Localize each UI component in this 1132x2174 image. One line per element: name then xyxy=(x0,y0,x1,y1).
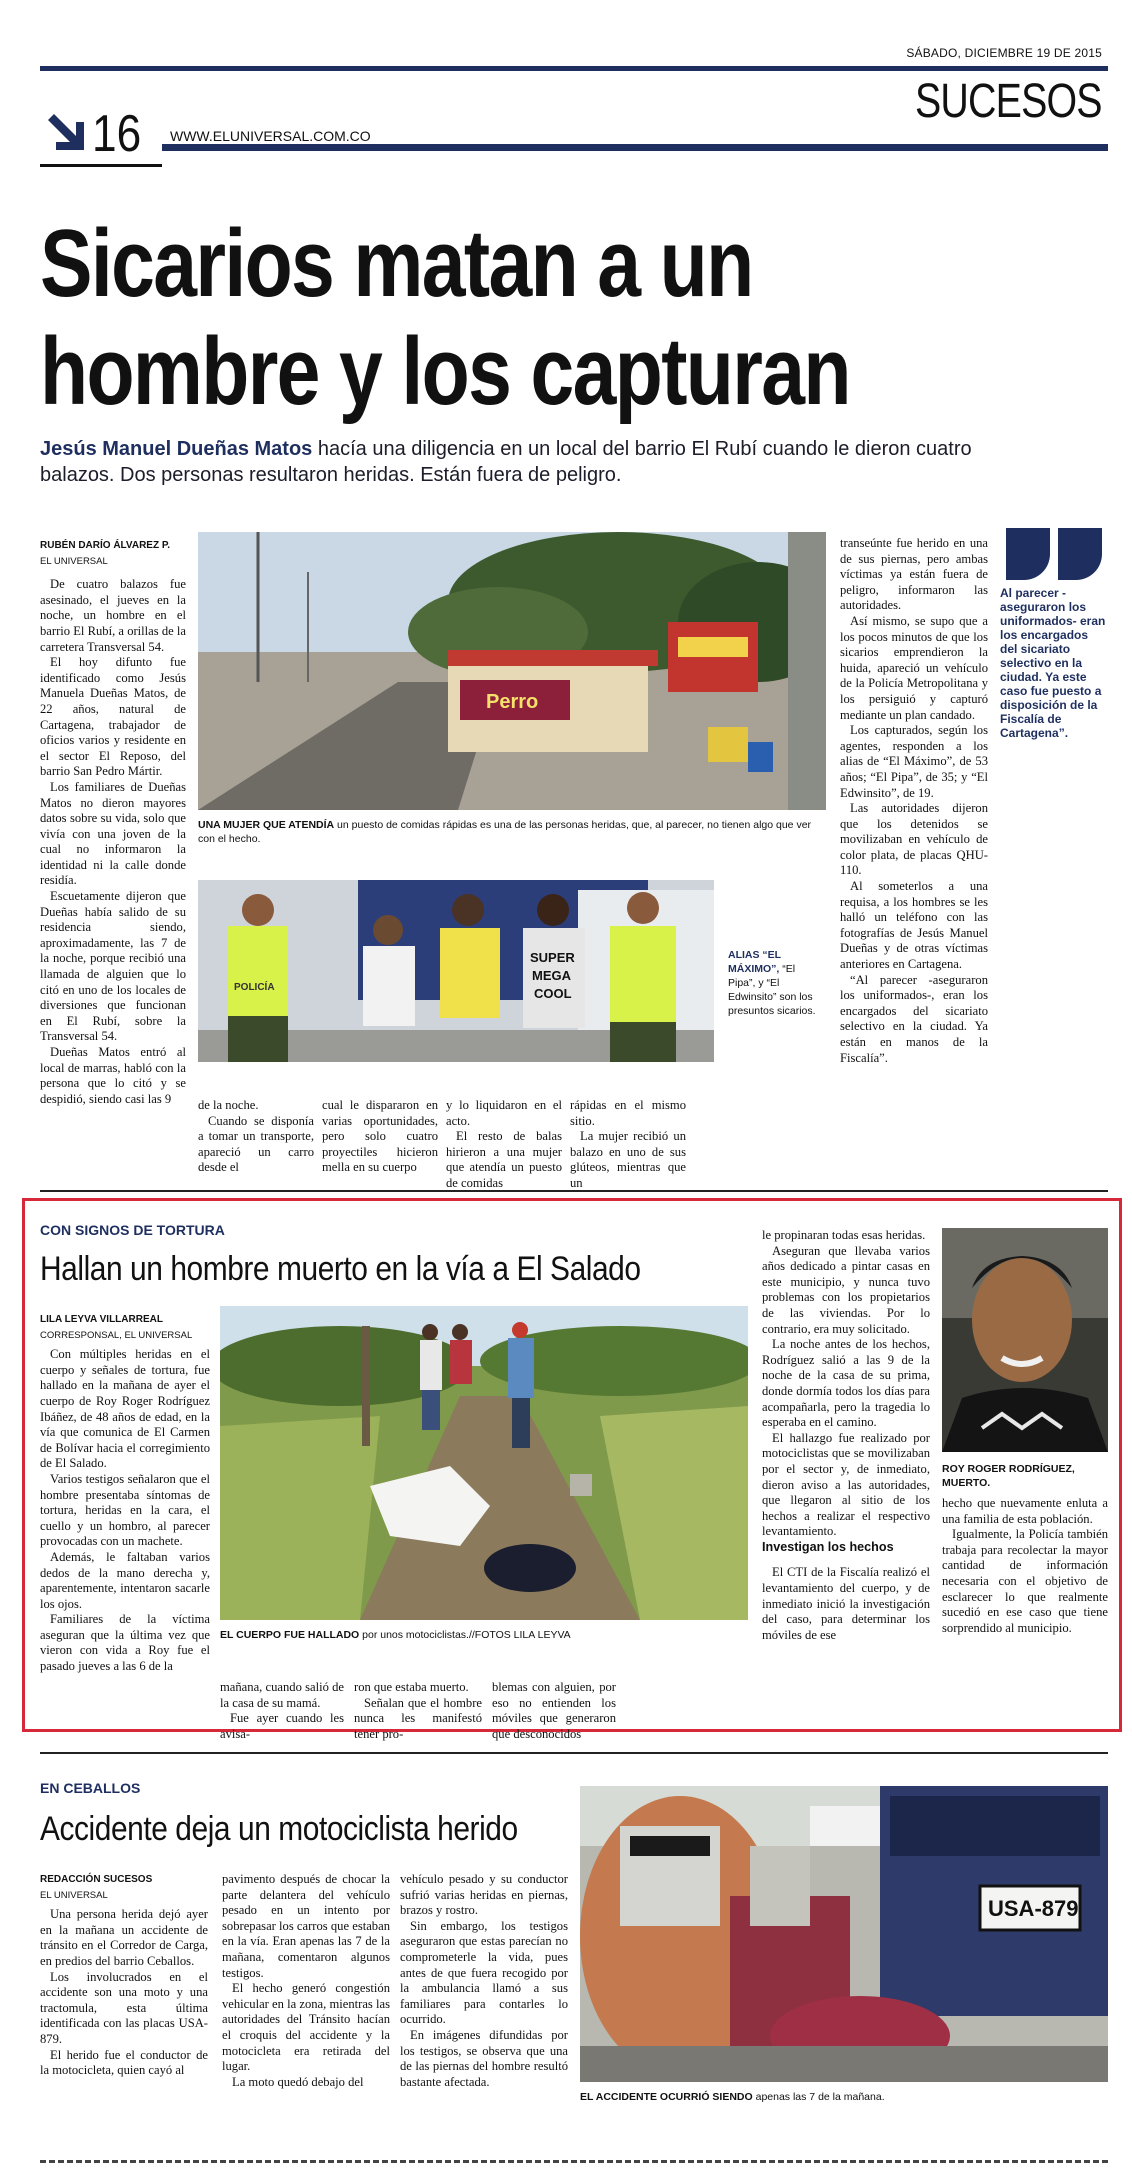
paragraph: Las autoridades dijeron que los detenidos se movilizaban en vehículo de color plata, de placas QHU-110. xyxy=(840,801,988,878)
paragraph: Igualmente, la Policía también trabaja para recolectar la mayor cantidad de información necesaria con el objetivo de esclarecer lo que realmente sucedió en ese caso que tiene sorprendido al municipio. xyxy=(942,1527,1108,1635)
page-number-box xyxy=(40,106,162,166)
page-number: 16 xyxy=(92,105,142,163)
section-divider xyxy=(40,1190,1108,1192)
paragraph: Los involucrados en el accidente son una moto y una tractomula, esta última identificada con las placas USA-879. xyxy=(40,1969,208,2046)
story2-subhead: Investigan los hechos xyxy=(762,1539,894,1554)
caption-text: por unos motociclistas.//FOTOS LILA LEYVA xyxy=(359,1629,571,1641)
story3-byline-org: EL UNIVERSAL xyxy=(40,1889,108,1901)
header-blue-rule xyxy=(162,144,1108,151)
paragraph: Fue ayer cuando les avisa- xyxy=(220,1711,344,1741)
paragraph: mañana, cuando salió de la casa de su mamá. xyxy=(220,1680,344,1710)
paragraph: Cuando se disponía a tomar un transporte, apareció un carro desde el xyxy=(198,1113,314,1175)
paragraph: El herido fue el conductor de la motocicleta, quien cayó al xyxy=(40,2047,208,2078)
story2-kicker: CON SIGNOS DE TORTURA xyxy=(40,1222,225,1238)
paragraph: Dueñas Matos entró al local de marras, habló con la persona que lo citó y se despidió, siendo casi las 9 xyxy=(40,1045,186,1106)
story2-column-6 xyxy=(942,1496,1108,1636)
paragraph: ron que estaba muerto. xyxy=(354,1680,469,1694)
caption-lead: EL ACCIDENTE OCURRIÓ SIENDO xyxy=(580,2091,753,2103)
section-title: SUCESOS xyxy=(915,75,1102,128)
main-byline-org: EL UNIVERSAL xyxy=(40,555,108,567)
page-bottom-border xyxy=(40,2160,1108,2164)
vest-text: POLICÍA xyxy=(234,982,275,993)
paragraph: El resto de balas hirieron a una mujer que atendía un puesto de comidas xyxy=(446,1129,562,1190)
headline-line-2: hombre y los capturan xyxy=(40,318,850,425)
paragraph: El hecho generó congestión vehicular en la zona, mientras las autoridades del Tránsito hacían el croquis del accidente y la motocicleta era retirada del lugar. xyxy=(222,1981,390,2074)
paragraph: “Al parecer -aseguraron los uniformados-, eran los encargados del sicariato selectivo en la ciudad. Ya están en manos de la Fiscalía”. xyxy=(840,972,988,1065)
arrow-down-right-icon xyxy=(44,110,88,154)
paragraph: y lo liquidaron en el acto. xyxy=(446,1098,562,1128)
street-photo-caption xyxy=(198,818,826,846)
section-divider xyxy=(40,1752,1108,1754)
street-stall-photo xyxy=(198,532,826,810)
shirt-text-1: SUPER xyxy=(530,950,575,965)
main-headline xyxy=(40,210,860,426)
caption-text: apenas las 7 de la mañana. xyxy=(752,2091,885,2103)
main-column-6 xyxy=(840,536,988,1066)
paragraph: La noche antes de los hechos, Rodríguez salió a las 9 de la noche de la casa de su prima, donde dormía todos los días para acompañarla, pero la tragedia lo esperaba en el camino. xyxy=(762,1337,930,1430)
paragraph: En imágenes difundidas por los testigos, se observa que una de las piernas del hombre resultó bastante afectada. xyxy=(400,2027,568,2089)
paragraph: vehículo pesado y su conductor sufrió varias heridas en piernas, brazos y rostro. xyxy=(400,1872,568,1918)
stall-sign-text: Perro xyxy=(486,691,539,713)
caption-text: un puesto de comidas rápidas es una de las personas heridas, que, al parecer, no tienen algo que ver con el hecho. xyxy=(198,819,812,845)
caption-text: “El Pipa”, y “El Edwinsito” son los presuntos sicarios. xyxy=(728,963,816,1017)
paragraph: Señalan que el hombre nunca les manifestó tener pro- xyxy=(354,1695,482,1741)
accident-photo xyxy=(580,1786,1108,2082)
story2-column-1 xyxy=(40,1312,210,1675)
portrait-caption: ROY ROGER RODRÍGUEZ, MUERTO. xyxy=(942,1463,1075,1489)
paragraph: le propinaran todas esas heridas. xyxy=(762,1228,926,1242)
story2-column-5 xyxy=(762,1228,930,1643)
page-number-underline xyxy=(40,164,162,167)
shirt-text-2: MEGA xyxy=(532,968,571,983)
paragraph: Los familiares de Dueñas Matos no dieron mayores datos sobre su vida, solo que vivía con una joven de la cual no informaron la identidad ni la calle donde residía. xyxy=(40,779,186,888)
paragraph: Familiares de la víctima aseguran que la última vez que vieron con vida a Roy fue el pasado jueves a las 6 de la xyxy=(40,1612,210,1674)
story3-kicker: EN CEBALLOS xyxy=(40,1780,141,1796)
paragraph: El hoy difunto fue identificado como Jesús Manuela Dueñas Matos, de 22 años, natural de Cartagena, trabajador de oficios varios y residente en el sector El Reposo, del barrio San Pedro Mártir. xyxy=(40,655,186,779)
paragraph: hecho que nuevamente enluta a una familia de esta población. xyxy=(942,1496,1108,1526)
paragraph: blemas con alguien, por eso no entienden los móviles que generaron que desconocidos xyxy=(492,1680,616,1741)
story3-column-3 xyxy=(400,1872,568,2090)
paragraph: Varios testigos señalaron que el hombre presentaba síntomas de tortura, heridas en la cara, el cuello y un hombro, al parecer provocadas con un machete. xyxy=(40,1471,210,1549)
headline-line-1: Sicarios matan a un xyxy=(40,210,753,317)
accident-photo-caption xyxy=(580,2090,1108,2104)
paragraph: Escuetamente dijeron que Dueñas había salido de su residencia siendo, aproximadamente, las 7 de la noche, porque recibió una llamada de alguien que lo citó en uno de los locales de diversiones que funcionan en El Rubí, sobre la Transversal 54. xyxy=(40,889,186,1044)
paragraph: Al someterlos a una requisa, a los hombres se les halló un teléfono con las fotografías de Jesús Manuel Dueñas y de otras víctimas anteriores en Cartagena. xyxy=(840,879,988,972)
caption-lead: EL CUERPO FUE HALLADO xyxy=(220,1629,360,1641)
issue-date: SÁBADO, DICIEMBRE 19 DE 2015 xyxy=(906,46,1102,60)
main-byline: RUBÉN DARÍO ÁLVAREZ P. xyxy=(40,540,171,551)
paragraph: El CTI de la Fiscalía realizó el levantamiento del cuerpo, y de inmediato inició la investigación del caso, para determinar los móviles de ese xyxy=(762,1565,930,1642)
paragraph: pavimento después de chocar la parte delantera del vehículo pesado en un intento por sobrepasar los carros que estaban en la vía. Eran apenas las 7 de la mañana, comentaron algunos testigos. xyxy=(222,1872,390,1980)
paragraph: Los capturados, según los agentes, responden a los alias de “El Máximo”, de 53 años; “El Pipa”, de 35; y “El Edwinsito”, de 19. xyxy=(840,723,988,800)
paragraph: La mujer recibió un balazo en uno de sus glúteos, mientras que un xyxy=(570,1129,686,1190)
road-photo-caption xyxy=(220,1628,748,1642)
main-column-2 xyxy=(198,1098,314,1176)
main-column-3 xyxy=(322,1098,438,1176)
paragraph: de la noche. xyxy=(198,1098,259,1112)
suspects-photo xyxy=(198,880,714,1062)
story2-byline-org: CORRESPONSAL, EL UNIVERSAL xyxy=(40,1329,193,1341)
pull-quote: Al parecer -aseguraron los uniformados- eran los encargados del sicariato selectivo en la ciudad. Ya este caso fue puesto a disposición de la Fiscalía de Cartagena”. xyxy=(1000,586,1106,740)
paragraph: transeúnte fue herido en una de sus piernas, pero ambas víctimas ya están fuera de peligro, informaron las autoridades. xyxy=(840,536,988,613)
caption-lead: UNA MUJER QUE ATENDÍA xyxy=(198,819,335,831)
paragraph: Aseguran que llevaba varios años dedicado a pintar casas en este municipio, y nunca tuvo problemas con los propietarios de las viviendas. Por lo contrario, era muy solicitado. xyxy=(762,1243,930,1336)
paragraph: cual le dispararon en varias oportunidades, pero solo cuatro proyectiles hicieron mella en su cuerpo xyxy=(322,1098,438,1175)
paragraph: El hallazgo fue realizado por motociclistas que se movilizaban por el sector y, de inmediato, dieron aviso a las autoridades, que llegaron al sitio de los hechos a realizar el respectivo levantamiento. xyxy=(762,1430,930,1539)
paragraph: Una persona herida dejó ayer en la mañana un accidente de tránsito en el Corredor de Carga, en predios del barrio Ceballos. xyxy=(40,1907,208,1968)
story2-column-4 xyxy=(492,1680,616,1742)
road-body-photo xyxy=(220,1306,748,1620)
story3-byline: REDACCIÓN SUCESOS xyxy=(40,1874,153,1885)
plate-text: USA-879 xyxy=(988,1896,1079,1921)
paragraph: Además, le faltaban varios dedos de la mano derecha y, aparentemente, intentaron sacarle los ojos. xyxy=(40,1549,210,1611)
main-column-1 xyxy=(40,538,186,1107)
story2-byline: LILA LEYVA VILLARREAL xyxy=(40,1314,163,1325)
story2-headline: Hallan un hombre muerto en la vía a El Salado xyxy=(40,1250,641,1288)
caption-lead: ALIAS “EL MÁXIMO”, xyxy=(728,949,781,975)
shirt-text-3: COOL xyxy=(534,986,572,1001)
quote-marks-icon xyxy=(1000,526,1108,582)
story3-column-2 xyxy=(222,1872,390,2090)
deck-lead: Jesús Manuel Dueñas Matos xyxy=(40,438,313,460)
story2-column-3 xyxy=(354,1680,482,1742)
story3-headline: Accidente deja un motociclista herido xyxy=(40,1810,518,1848)
main-column-4 xyxy=(446,1098,562,1192)
victim-portrait-photo xyxy=(942,1228,1108,1452)
deck-text: hacía una diligencia en un local del barrio El Rubí cuando le dieron cuatro balazos. Dos personas resultaron heridas. Están fuera de peligro. xyxy=(40,438,972,486)
paragraph: Con múltiples heridas en el cuerpo y señales de tortura, fue hallado en la mañana de ayer el cuerpo de Roy Roger Rodríguez Ibáñez, de 48 años de edad, en la vía que comunica de El Carmen de Bolívar hacia el corregimiento de El Salado. xyxy=(40,1347,210,1471)
main-deck xyxy=(40,436,1000,488)
suspects-photo-caption xyxy=(728,948,820,1018)
paragraph: rápidas en el mismo sitio. xyxy=(570,1098,686,1128)
main-column-5 xyxy=(570,1098,686,1192)
website-url: WWW.ELUNIVERSAL.COM.CO xyxy=(170,128,371,144)
story3-column-1 xyxy=(40,1872,208,2079)
header-top-rule xyxy=(40,66,1108,71)
story2-column-2 xyxy=(220,1680,344,1742)
paragraph: De cuatro balazos fue asesinado, el jueves en la noche, un hombre en el barrio El Rubí, a orillas de la carretera Transversal 54. xyxy=(40,577,186,654)
paragraph: Así mismo, se supo que a los pocos minutos de que los sicarios emprendieron la huida, apareció un vehículo de la Policía Metropolitana y los persiguió y capturó mediante un plan candado. xyxy=(840,613,988,722)
paragraph: Sin embargo, los testigos aseguraron que estas parecían no comprometerle la vida, pues antes de que fuera recogido por la ambulancia llamó a sus familiares para contarles lo ocurrido. xyxy=(400,1918,568,2027)
paragraph: La moto quedó debajo del xyxy=(232,2074,364,2089)
